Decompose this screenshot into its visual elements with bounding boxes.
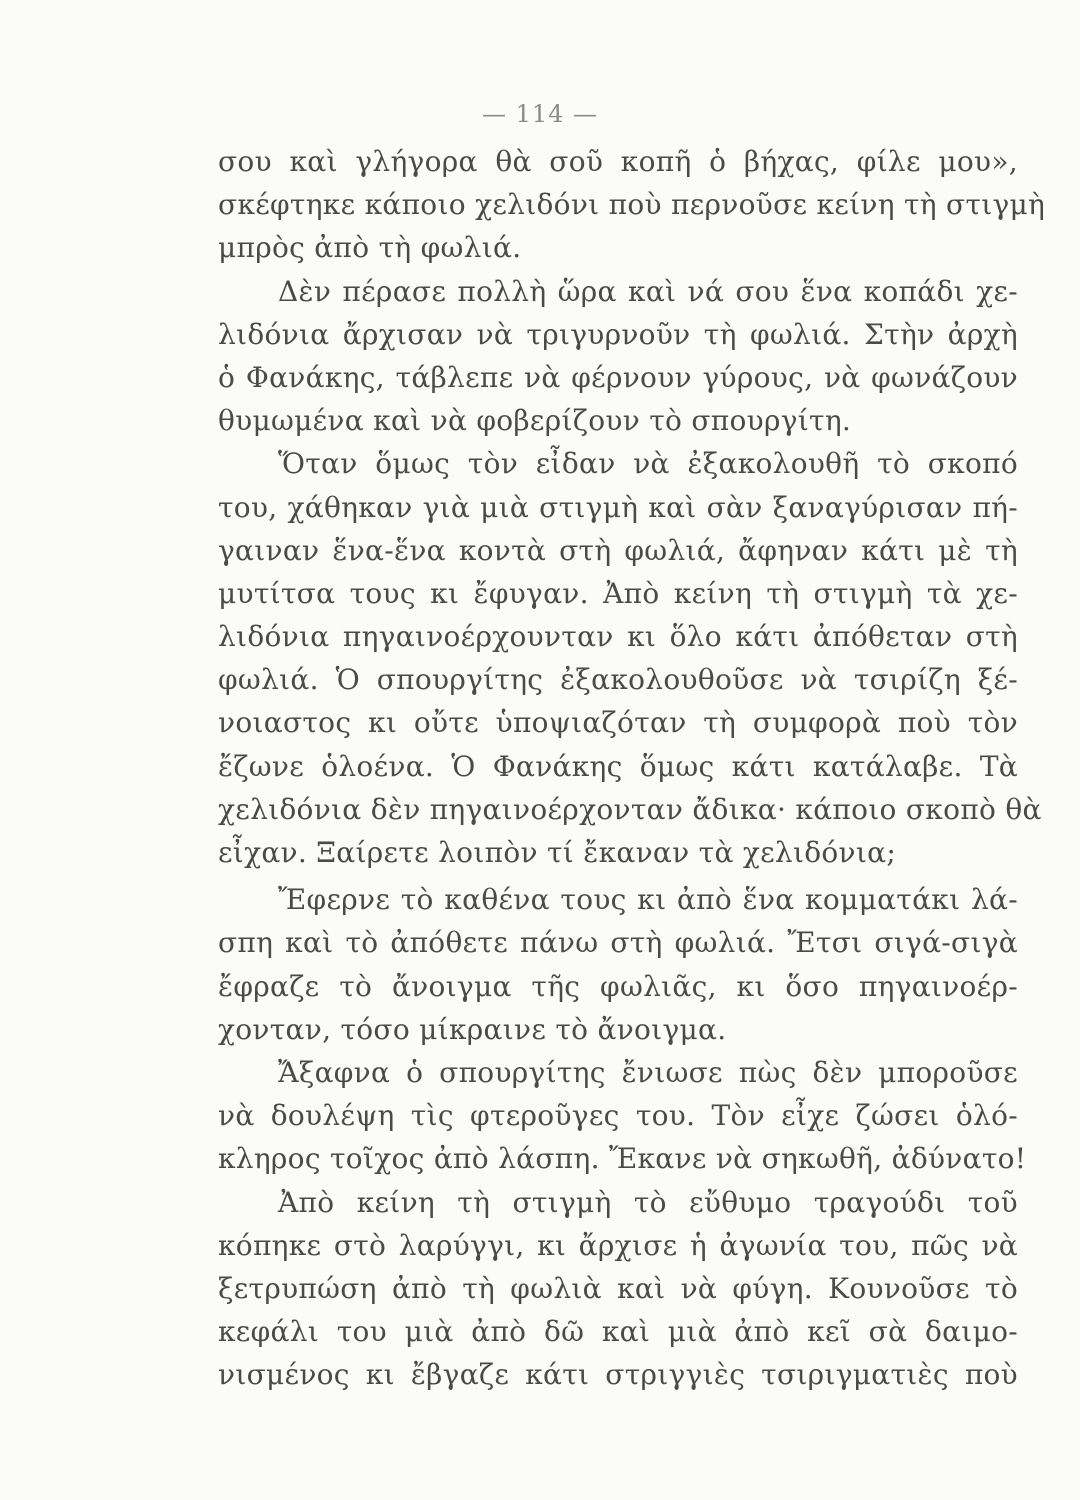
text-line: κόπηκε στὸ λαρύγγι, κι ἄρχισε ἡ ἀγωνία του, πῶς νὰ bbox=[218, 1228, 1018, 1262]
text-line: Δὲν πέρασε πολλὴ ὥρα καὶ νά σου ἕνα κοπάδι χε- bbox=[278, 274, 1018, 308]
text-line: Ἄξαφνα ὁ σπουργίτης ἔνιωσε πὼς δὲν μποροῦσε bbox=[278, 1055, 1018, 1089]
text-line: κληρος τοῖχος ἀπὸ λάσπη. Ἔκανε νὰ σηκωθῆ, ἀδύνατο! bbox=[218, 1142, 1027, 1176]
text-line: χονταν, τόσο μίκραινε τὸ ἄνοιγμα. bbox=[218, 1012, 727, 1046]
text-line: σκέφτηκε κάποιο χελιδόνι ποὺ περνοῦσε κείνη τὴ στιγμὴ bbox=[218, 188, 1046, 222]
text-line: σου καὶ γλήγορα θὰ σοῦ κοπῆ ὁ βήχας, φίλε μου», bbox=[218, 145, 1018, 178]
text-line: ὁ Φανάκης, τάβλεπε νὰ φέρνουν γύρους, νὰ φωνάζουν bbox=[218, 360, 1018, 394]
text-line: μπρὸς ἀπὸ τὴ φωλιά. bbox=[218, 231, 522, 265]
text-line: νοιαστος κι οὔτε ὑποψιαζόταν τὴ συμφορὰ ποὺ τὸν bbox=[218, 706, 1018, 740]
text-line: κεφάλι του μιὰ ἀπὸ δῶ καὶ μιὰ ἀπὸ κεῖ σὰ δαιμο- bbox=[218, 1315, 1018, 1349]
text-line: ἔζωνε ὁλοένα. Ὁ Φανάκης ὅμως κάτι κατάλαβε. Τὰ bbox=[218, 749, 1018, 783]
text-line: εἶχαν. Ξαίρετε λοιπὸν τί ἔκαναν τὰ χελιδόνια; bbox=[218, 836, 897, 869]
text-line: του, χάθηκαν γιὰ μιὰ στιγμὴ καὶ σὰν ξαναγύρισαν πή- bbox=[218, 490, 1018, 524]
body-text bbox=[218, 140, 1046, 1396]
text-line: ἔφραζε τὸ ἄνοιγμα τῆς φωλιᾶς, κι ὅσο πηγαινοέρ- bbox=[218, 969, 1018, 1003]
text-line: θυμωμένα καὶ νὰ φοβερίζουν τὸ σπουργίτη. bbox=[218, 404, 852, 438]
text-line: μυτίτσα τους κι ἔφυγαν. Ἀπὸ κείνη τὴ στιγμὴ τὰ χε- bbox=[218, 576, 1018, 610]
text-line: Ὅταν ὅμως τὸν εἶδαν νὰ ἐξακολουθῆ τὸ σκοπό bbox=[278, 447, 1018, 481]
text-line: σπη καὶ τὸ ἀπόθετε πάνω στὴ φωλιά. Ἔτσι σιγά-σιγὰ bbox=[218, 926, 1018, 960]
text-line: ξετρυπώση ἀπὸ τὴ φωλιὰ καὶ νὰ φύγη. Κουνοῦσε τὸ bbox=[218, 1271, 1018, 1305]
text-line: γαιναν ἕνα-ἕνα κοντὰ στὴ φωλιά, ἄφηναν κάτι μὲ τὴ bbox=[218, 533, 1018, 567]
text-line: φωλιά. Ὁ σπουργίτης ἐξακολουθοῦσε νὰ τσιρίζη ξέ- bbox=[218, 663, 1018, 697]
text-line: Ἔφερνε τὸ καθένα τους κι ἀπὸ ἕνα κομματάκι λά- bbox=[278, 883, 1018, 917]
text-line: Ἀπὸ κείνη τὴ στιγμὴ τὸ εὔθυμο τραγούδι τοῦ bbox=[278, 1185, 1018, 1219]
text-line: νισμένος κι ἔβγαζε κάτι στριγγιὲς τσιριγματιὲς ποὺ bbox=[218, 1358, 1018, 1392]
text-line: λιδόνια πηγαινοέρχουνταν κι ὅλο κάτι ἀπόθεταν στὴ bbox=[218, 620, 1018, 654]
text-line: νὰ δουλέψη τὶς φτεροῦγες του. Τὸν εἶχε ζώσει ὁλό- bbox=[218, 1099, 1018, 1133]
text-line: χελιδόνια δὲν πηγαινοέρχονταν ἄδικα· κάποιο σκοπὸ θὰ bbox=[218, 792, 1042, 826]
text-line: λιδόνια ἄρχισαν νὰ τριγυρνοῦν τὴ φωλιά. Στὴν ἀρχὴ bbox=[218, 317, 1018, 351]
page-number: — 114 — bbox=[481, 100, 599, 128]
